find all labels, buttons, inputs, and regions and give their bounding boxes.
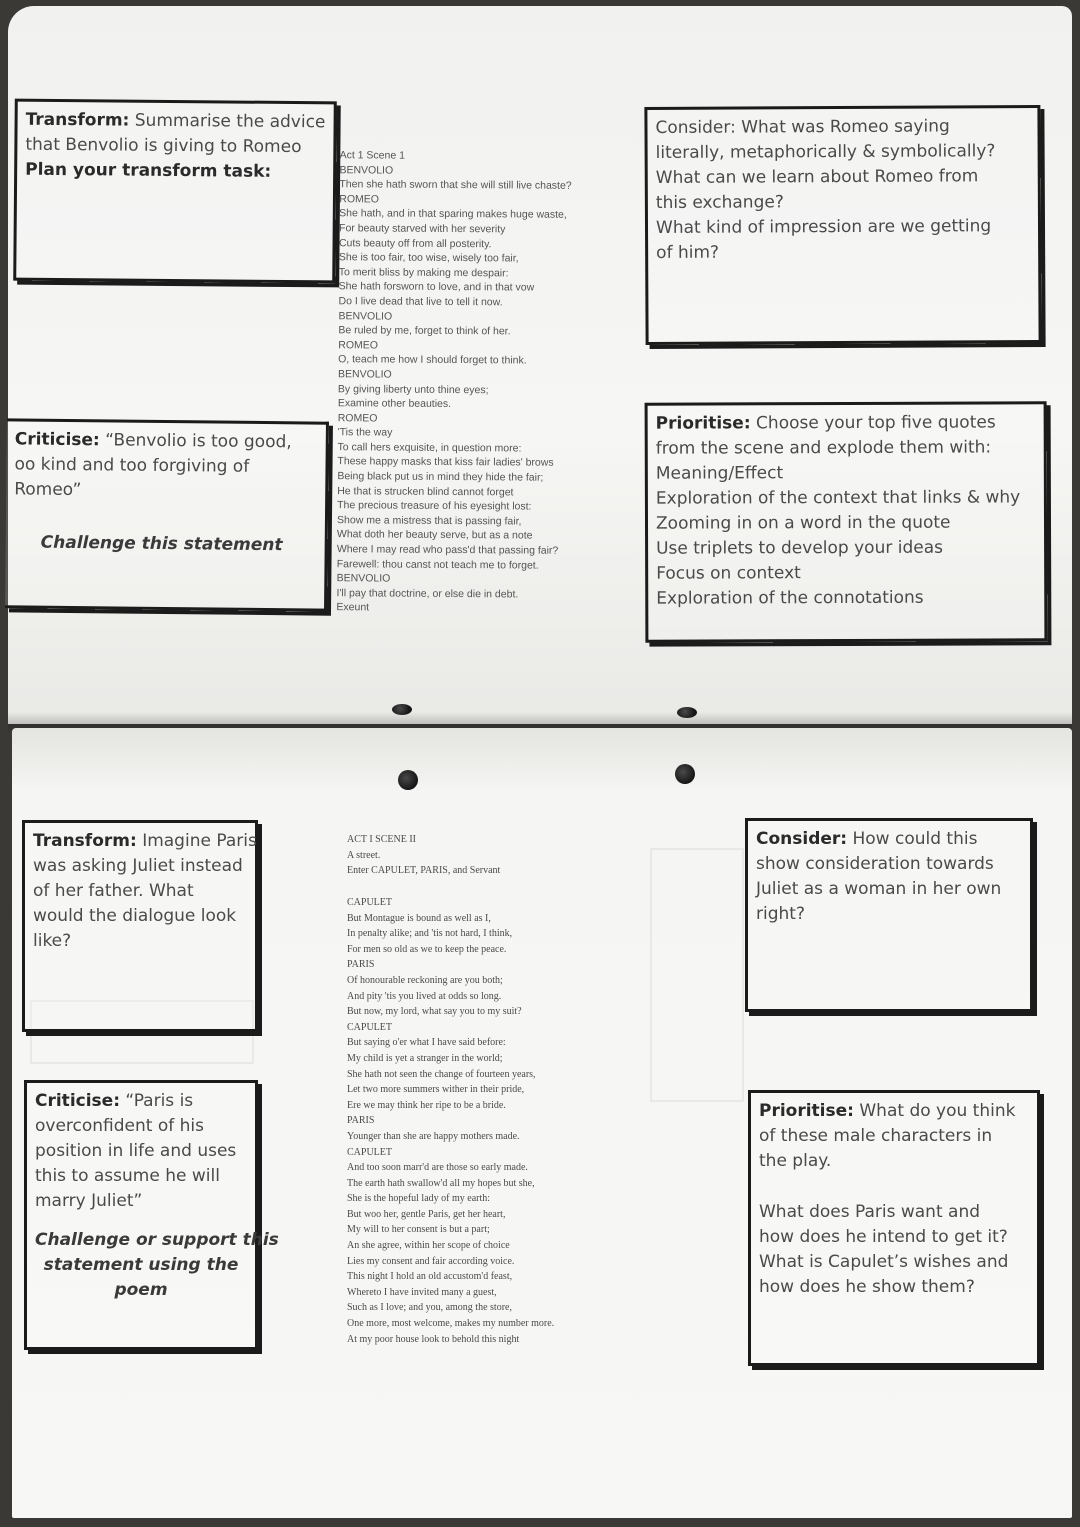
script-line: ROMEO: [337, 411, 378, 425]
prioritise-text: What do you think: [859, 1101, 1016, 1121]
script-line: And pity 'tis you lived at odds so long.: [347, 990, 502, 1002]
script-line: Let two more summers wither in their pride,: [347, 1084, 525, 1096]
prioritise-question: What is Capulet’s wishes and: [759, 1252, 1009, 1272]
consider-line: What can we learn about Romeo from: [655, 166, 979, 188]
script-line: She hath not seen the change of fourteen years,: [347, 1068, 536, 1080]
script-line: But Montague is bound as well as I,: [347, 912, 491, 924]
script-line: She hath forsworn to love, and in that vow: [338, 280, 535, 294]
script-line: Farewell: thou canst not teach me to forget.: [336, 557, 539, 572]
criticise-label: Criticise:: [35, 1091, 120, 1111]
punch-hole: [677, 707, 697, 718]
challenge-line: poem: [114, 1280, 168, 1300]
prioritise-label: Prioritise:: [655, 413, 751, 434]
script-line: Exeunt: [336, 601, 370, 614]
transform-line: like?: [33, 931, 72, 951]
prioritise-text: Choose your top five quotes: [755, 412, 996, 434]
prioritise-task-box-2: [748, 1090, 1040, 1366]
criticise-line: marry Juliet”: [35, 1191, 143, 1211]
script-line: O, teach me how I should forget to think.: [338, 353, 527, 367]
prioritise-line: Meaning/Effect: [655, 463, 784, 484]
transform-label: Transform:: [33, 831, 137, 851]
script-line: These happy masks that kiss fair ladies' brows: [337, 455, 554, 470]
consider-line: Consider: What was Romeo saying: [655, 116, 950, 138]
script-line: And too soon marr'd are those so early made.: [347, 1162, 528, 1174]
challenge-statement: Challenge this statement: [40, 532, 283, 556]
script-header-line: Enter CAPULET, PARIS, and Servant: [347, 865, 501, 877]
script-line: Being black put us in mind they hide the fair;: [337, 470, 544, 484]
script-line: Examine other beauties.: [337, 397, 452, 411]
script-line: My will to her consent is but a part;: [347, 1224, 490, 1236]
prioritise-line: Exploration of the context that links & why: [655, 487, 1021, 509]
script-line: 'Tis the way: [337, 426, 393, 439]
script-line: The earth hath swallow'd all my hopes but she,: [347, 1177, 535, 1189]
punch-hole: [392, 704, 412, 715]
transform-line: would the dialogue look: [33, 906, 237, 926]
script-line: What doth her beauty serve, but as a note: [336, 528, 533, 542]
script-line: At my poor house look to behold this night: [347, 1333, 520, 1345]
criticise-task-box-2: [24, 1080, 279, 1350]
transform-task-box: [13, 99, 337, 284]
prioritise-line: Zooming in on a word in the quote: [655, 512, 951, 534]
script-line: But saying o'er what I have said before:: [347, 1037, 506, 1049]
script-line: In penalty alike; and 'tis not hard, I think,: [347, 928, 513, 940]
script-header-line: A street.: [347, 849, 381, 861]
prioritise-question: how does he intend to get it?: [759, 1227, 1008, 1247]
script-line: Cuts beauty off from all posterity.: [338, 236, 492, 250]
script-line: By giving liberty unto thine eyes;: [337, 382, 489, 396]
consider-task-box-2: [745, 818, 1033, 1012]
script-line: Whereto I have invited many a guest,: [347, 1286, 497, 1298]
prioritise-line: from the scene and explode them with:: [655, 437, 992, 459]
prioritise-line: Use triplets to develop your ideas: [656, 537, 944, 559]
criticise-text: “Paris is: [125, 1091, 194, 1111]
script-line: To merit bliss by making me despair:: [338, 265, 509, 280]
script-line: She hath, and in that sparing makes huge waste,: [339, 207, 567, 222]
transform-text: Summarise the advice: [134, 110, 326, 133]
prioritise-task-box: [645, 401, 1048, 642]
transform-text: Imagine Paris: [142, 831, 257, 851]
criticise-text: Romeo”: [14, 479, 82, 501]
prioritise-question: What does Paris want and: [759, 1202, 981, 1222]
script-line: Where I may read who pass'd that passing fair?: [336, 543, 559, 557]
plan-label: Plan your transform task:: [25, 159, 272, 182]
script-line: Lies my consent and fair according voice.: [347, 1255, 515, 1267]
script-line: Ere we may think her ripe to be a bride.: [347, 1099, 506, 1111]
script-line: He that is strucken blind cannot forget: [337, 484, 514, 499]
prioritise-line: the play.: [759, 1151, 832, 1171]
script-line: Younger than she are happy mothers made.: [347, 1130, 520, 1142]
script-line: Of honourable reckoning are you both;: [347, 974, 503, 986]
prioritise-line: Focus on context: [656, 563, 801, 584]
criticise-line: position in life and uses: [35, 1141, 237, 1161]
script-line: Show me a mistress that is passing fair,: [336, 514, 522, 528]
script-line: This night I hold an old accustom'd feast,: [347, 1271, 513, 1283]
script-line: But now, my lord, what say you to my suit?: [347, 1006, 522, 1018]
consider-line: What kind of impression are we getting: [655, 216, 992, 238]
script-line: CAPULET: [347, 1021, 392, 1033]
script-excerpt-act1-scene1: [336, 148, 572, 617]
criticise-line: this to assume he will: [35, 1166, 220, 1186]
script-line: One more, most welcome, makes my number more.: [347, 1318, 555, 1330]
consider-line: of him?: [656, 242, 720, 263]
script-line: She is the hopeful lady of my earth:: [347, 1193, 491, 1205]
consider-task-box: [644, 105, 1041, 345]
challenge-line: Challenge or support this: [35, 1230, 279, 1250]
script-line: BENVOLIO: [339, 163, 394, 177]
script-line: PARIS: [347, 1115, 375, 1127]
script-line: My child is yet a stranger in the world;: [347, 1052, 503, 1064]
prioritise-line: Exploration of the connotations: [656, 587, 924, 609]
script-line: But woo her, gentle Paris, get her heart,: [347, 1208, 506, 1220]
script-line: For men so old as we to keep the peace.: [347, 943, 507, 955]
transform-line: was asking Juliet instead: [33, 856, 243, 876]
transform-text: that Benvolio is giving to Romeo: [25, 134, 302, 158]
challenge-line: statement using the: [43, 1255, 239, 1275]
script-line: BENVOLIO: [338, 368, 392, 381]
script-line: Act 1 Scene 1: [339, 149, 405, 162]
consider-line: Juliet as a woman in her own: [756, 879, 1002, 899]
script-line: BENVOLIO: [336, 572, 391, 585]
criticise-text: “Benvolio is too good,: [105, 430, 292, 453]
script-line: For beauty starved with her severity: [339, 222, 506, 236]
script-excerpt-act1-scene2: [347, 895, 554, 1347]
punch-hole: [675, 764, 695, 784]
criticise-label: Criticise:: [14, 429, 100, 451]
script-line: CAPULET: [347, 1146, 392, 1158]
transform-label: Transform:: [25, 109, 130, 131]
transform-line: of her father. What: [33, 881, 194, 901]
script-line: Then she hath sworn that she will still live chaste?: [339, 178, 572, 193]
consider-line: literally, metaphorically & symbolically?: [655, 141, 996, 163]
script-line: An she agree, within her scope of choice: [347, 1240, 510, 1252]
script-line: To call hers exquisite, in question more:: [337, 441, 522, 455]
script-line: Be ruled by me, forget to think of her.: [338, 324, 511, 338]
consider-label: Consider:: [756, 829, 848, 849]
script-line: PARIS: [347, 959, 375, 971]
script-header-line: ACT I SCENE II: [347, 834, 416, 845]
script-line: BENVOLIO: [338, 309, 393, 323]
prioritise-label: Prioritise:: [759, 1101, 854, 1121]
criticise-line: overconfident of his: [35, 1116, 205, 1136]
transform-task-box-2: [22, 820, 258, 1032]
consider-line: show consideration towards: [756, 854, 994, 874]
consider-text: How could this: [852, 829, 978, 849]
criticise-task-box: [5, 418, 329, 611]
consider-line: this exchange?: [655, 192, 784, 213]
script-line: Such as I love; and you, among the store,: [347, 1302, 512, 1314]
script-line: CAPULET: [347, 897, 392, 908]
show-through-box: [650, 848, 744, 1102]
script-line: ROMEO: [338, 338, 378, 352]
prioritise-question: how does he show them?: [759, 1277, 975, 1297]
script-line: ROMEO: [339, 192, 379, 206]
criticise-text: oo kind and too forgiving of: [14, 454, 250, 477]
prioritise-line: of these male characters in: [759, 1126, 993, 1146]
script-header-act1-scene2: [347, 832, 500, 879]
script-line: I'll pay that doctrine, or else die in debt.: [336, 586, 519, 601]
consider-line: right?: [756, 904, 805, 924]
script-line: She is too fair, too wise, wisely too fair,: [338, 251, 519, 265]
punch-hole: [398, 770, 418, 790]
script-line: Do I live dead that live to tell it now.: [338, 295, 503, 309]
script-line: The precious treasure of his eyesight lost:: [337, 499, 532, 513]
